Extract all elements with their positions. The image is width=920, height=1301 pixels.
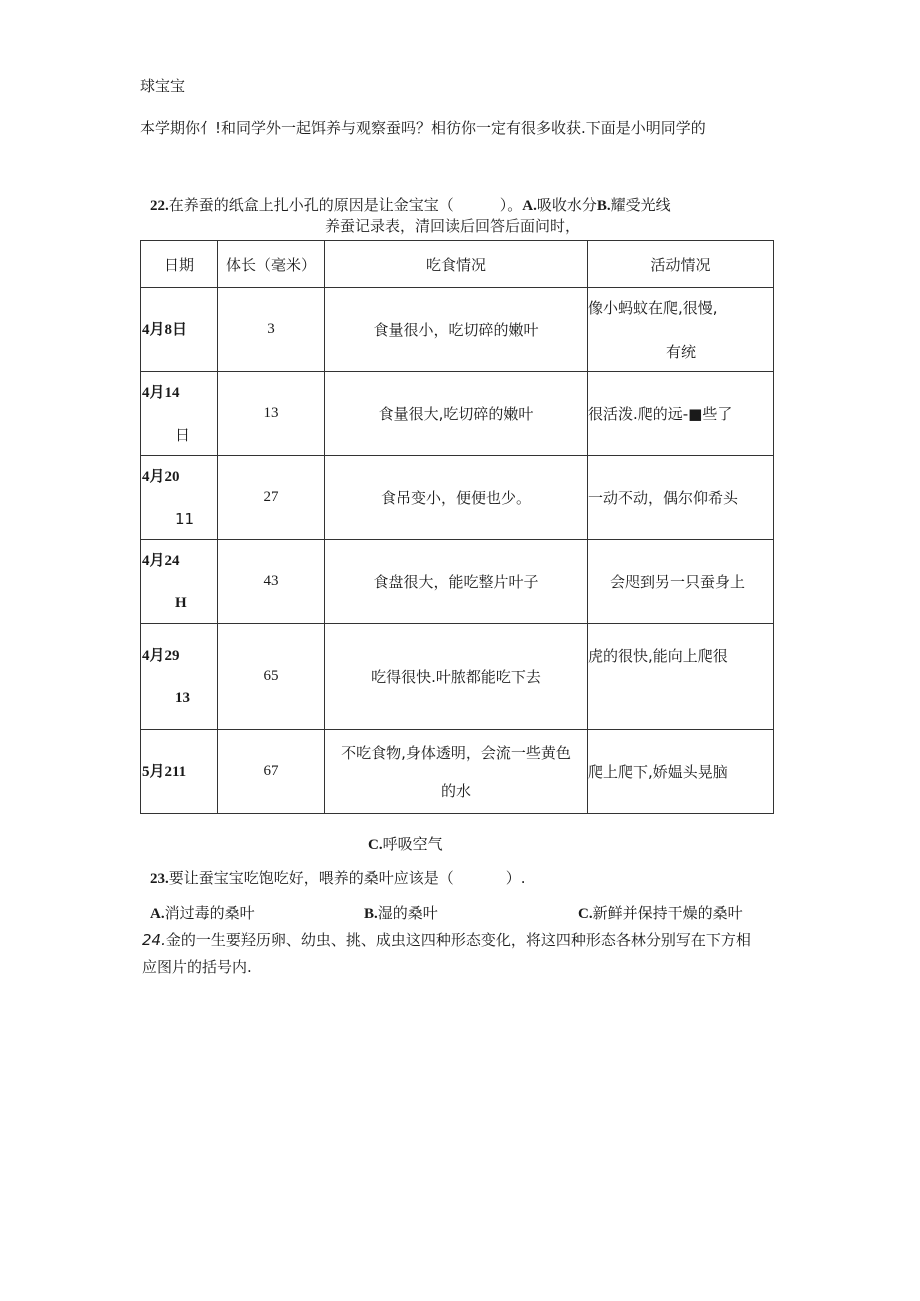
- date-text: 4月20: [142, 468, 180, 485]
- table-header-row: [141, 241, 774, 288]
- header-activity: 活动情况: [588, 241, 774, 288]
- option-23-c-text: 新鲜并保持干燥的桑叶: [592, 904, 743, 922]
- option-23-a-text: 消过毒的桑叶: [164, 904, 255, 922]
- option-23-c: [578, 903, 743, 924]
- option-22-b-label: B.: [596, 198, 611, 214]
- eating-cell: 吃得很快.叶脓都能吃下去: [325, 624, 588, 730]
- header-length: 体长（毫米）: [218, 241, 325, 288]
- option-22-a-text: 吸收水分: [536, 196, 597, 214]
- option-22-b-text: 耀受光线: [610, 196, 671, 214]
- date-text: 4月8日: [142, 321, 188, 338]
- header-date: 日期: [141, 241, 218, 288]
- eating-cell: 食量很大,吃切碎的嫩叶: [325, 372, 588, 456]
- option-22-c-label: C.: [368, 837, 383, 853]
- activity-cell: 很活泼.爬的远-■些了: [588, 372, 774, 456]
- question-24-line1: 金的一生要羟历卵、幼虫、挑、成虫这四种形态变化，将这四种形态各林分别写在下方相: [165, 931, 751, 949]
- question-22-number: 22.: [150, 198, 169, 214]
- date-cell: [141, 372, 218, 456]
- question-24: [142, 930, 751, 950]
- table-row: [141, 372, 774, 456]
- question-23-paren: ）.: [505, 869, 526, 887]
- page-title: 球宝宝: [140, 77, 186, 95]
- date-cell: [141, 288, 218, 372]
- date-text-continued: 13: [175, 689, 190, 706]
- option-23-a-label: A.: [150, 906, 165, 922]
- length-cell: 43: [218, 540, 325, 624]
- length-cell: 27: [218, 456, 325, 540]
- option-22-a-label: A.: [522, 198, 537, 214]
- date-text: 4月14: [142, 384, 180, 401]
- activity-cell: [588, 288, 774, 372]
- activity-text-continued: 有统: [666, 342, 697, 361]
- question-23: [150, 868, 526, 889]
- date-cell: [141, 624, 218, 730]
- date-cell: [141, 540, 218, 624]
- question-24-line2: 应图片的括号内.: [142, 958, 252, 976]
- option-23-a: [150, 903, 255, 924]
- date-text: 4月24: [142, 552, 180, 569]
- option-23-b-text: 湿的桑叶: [377, 904, 438, 922]
- table-row: [141, 288, 774, 372]
- option-23-c-label: C.: [578, 906, 593, 922]
- date-text: 5月211: [142, 763, 187, 780]
- question-23-text: 要让蚕宝宝吃饱吃好，喂养的桑叶应该是（: [168, 869, 454, 887]
- option-23-b: [364, 903, 438, 924]
- date-text: 4月29: [142, 647, 180, 664]
- question-24-number: 24.: [142, 931, 166, 949]
- table-row: [141, 540, 774, 624]
- eating-cell: 食盘很大，能吃整片叶子: [325, 540, 588, 624]
- date-text-continued: H: [175, 594, 187, 611]
- silkworm-record-table: [140, 240, 774, 814]
- activity-cell: 虎的很快,能向上爬很: [588, 624, 774, 730]
- question-22-paren: ）: [499, 196, 508, 214]
- table-caption: 养蚕记录表，清回读后回答后面问时，: [325, 217, 581, 235]
- length-cell: 65: [218, 624, 325, 730]
- option-23-b-label: B.: [364, 906, 378, 922]
- activity-cell: 爬上爬下,娇媪头晃脑: [588, 730, 774, 814]
- table-row: [141, 456, 774, 540]
- activity-cell: 一动不动，偶尔仰希头: [588, 456, 774, 540]
- length-cell: 3: [218, 288, 325, 372]
- length-cell: 67: [218, 730, 325, 814]
- activity-cell: 会咫到另一只蚕身上: [588, 540, 774, 624]
- intro-text: 本学期你亻!和同学外一起饵养与观察蚕吗？相彷你一定有很多收获.下面是小明同学的: [140, 119, 706, 137]
- length-cell: 13: [218, 372, 325, 456]
- eating-cell: 食吊变小，便便也少。: [325, 456, 588, 540]
- question-23-number: 23.: [150, 871, 169, 887]
- question-22-dot: 。: [507, 196, 523, 214]
- activity-text: 像小蚂蚊在爬,很慢,: [588, 298, 718, 317]
- date-cell: [141, 456, 218, 540]
- table-row: [141, 624, 774, 730]
- option-22-c: [368, 834, 443, 855]
- table-row: [141, 730, 774, 814]
- option-22-c-text: 呼吸空气: [382, 835, 443, 853]
- question-22: [150, 195, 671, 216]
- header-eating: 吃食情况: [325, 241, 588, 288]
- eating-cell: 食量很小，吃切碎的嫩叶: [325, 288, 588, 372]
- date-cell: [141, 730, 218, 814]
- date-text-continued: 日: [175, 425, 191, 444]
- question-22-text: 在养蚕的纸盒上扎小孔的原因是让金宝宝（: [168, 196, 454, 214]
- date-text-continued: 11: [175, 509, 195, 528]
- eating-cell: 不吃食物,身体透明，会流一些黄色的水: [325, 730, 588, 814]
